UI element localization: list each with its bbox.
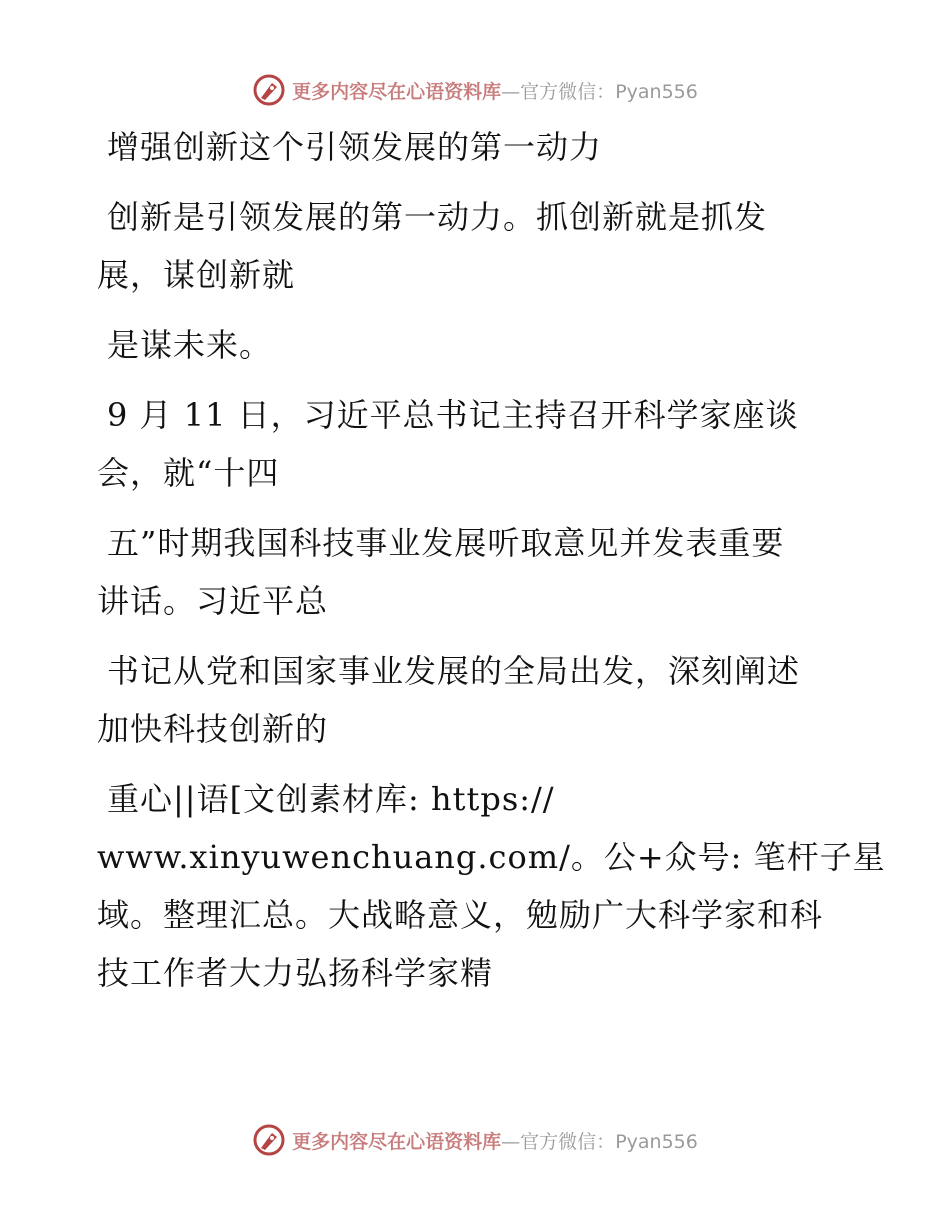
pen-nib-logo-icon — [252, 73, 286, 107]
banner-text — [292, 77, 698, 104]
paragraph-line: 会，就“十四 — [97, 454, 280, 492]
banner-wechat-id: Pyan556 — [615, 1130, 698, 1153]
header-watermark-banner — [0, 70, 950, 110]
document-body — [97, 118, 886, 1002]
banner-wechat-label: 官方微信： — [520, 1130, 616, 1153]
paragraph-line: 创新是引领发展的第一动力。抓创新就是抓发 — [107, 198, 768, 236]
paragraph-line: 书记从党和国家事业发展的全局出发，深刻阐述 — [107, 652, 801, 690]
banner-site-text: 更多内容尽在心语资料库 — [292, 80, 502, 103]
paragraph-line: 展，谋创新就 — [97, 256, 296, 294]
paragraph-line: 技工作者大力弘扬科学家精 — [97, 954, 494, 992]
heading-line: 增强创新这个引领发展的第一动力 — [107, 128, 603, 166]
banner-separator: — — [501, 80, 521, 103]
banner-separator: — — [501, 1130, 521, 1153]
paragraph-line: 五”时期我国科技事业发展听取意见并发表重要 — [107, 524, 785, 562]
paragraph-line: 9 月 11 日，习近平总书记主持召开科学家座谈 — [107, 396, 799, 434]
paragraph-line: www.xinyuwenchuang.com/。公+众号: 笔杆子星 — [97, 838, 886, 876]
pen-nib-logo-icon — [252, 1123, 286, 1157]
banner-text — [292, 1127, 698, 1154]
paragraph-line: 域。整理汇总。大战略意义，勉励广大科学家和科 — [97, 896, 824, 934]
banner-wechat-label: 官方微信： — [520, 80, 616, 103]
footer-watermark-banner — [0, 1120, 950, 1160]
paragraph-line: 是谋未来。 — [107, 326, 273, 364]
banner-wechat-id: Pyan556 — [615, 80, 698, 103]
paragraph-line: 讲话。习近平总 — [97, 582, 329, 620]
paragraph-line: 重心||语[文创素材库: https:// — [107, 780, 555, 818]
banner-site-text: 更多内容尽在心语资料库 — [292, 1130, 502, 1153]
paragraph-line: 加快科技创新的 — [97, 710, 329, 748]
